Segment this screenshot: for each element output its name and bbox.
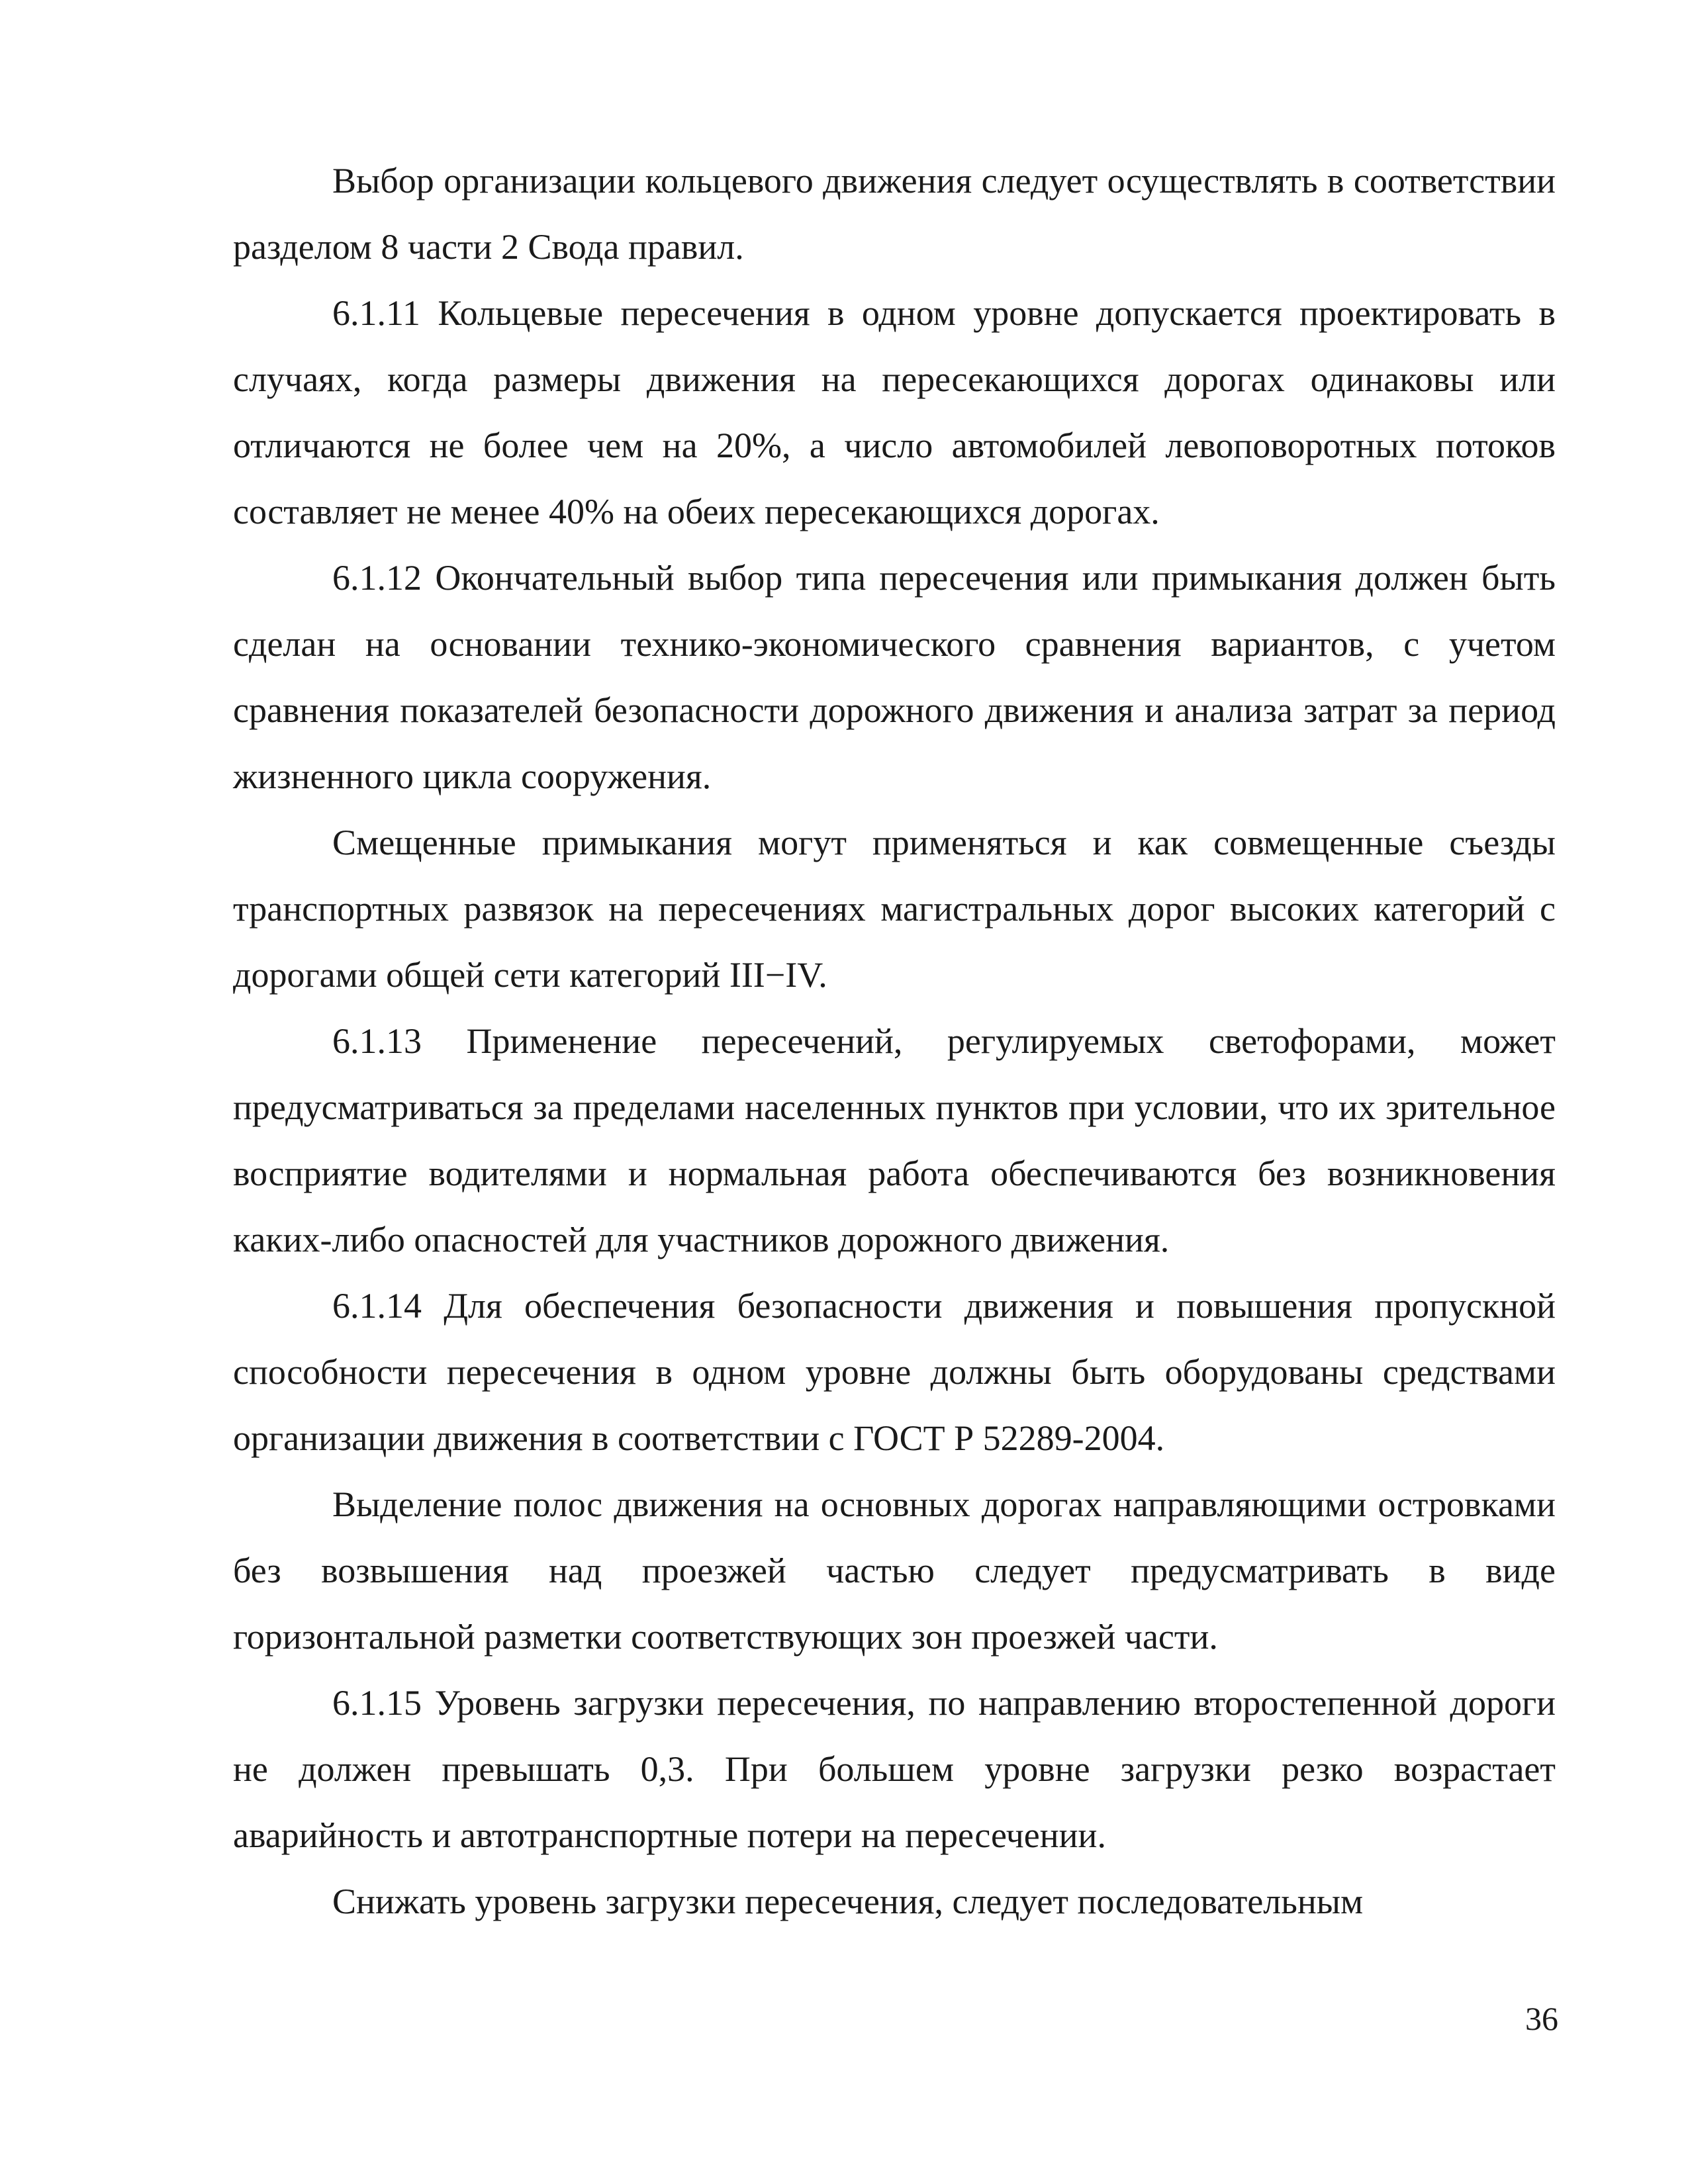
paragraph-6-1-15: 6.1.15 Уровень загрузки пересечения, по направлению второстепенной дороги не должен превышать 0,3. При большем уровне загрузки резко возрастает аварийность и автотранспортные потери на пересечении. bbox=[233, 1683, 1556, 1855]
paragraph-6-1-11: 6.1.11 Кольцевые пересечения в одном уровне допускается проектировать в случаях, когда размеры движения на пересекающихся дорогах одинаковы или отличаются не более чем на 20%, а число автомобилей левоповоротных потоков составляет не менее 40% на обеих пересекающихся дорогах. bbox=[233, 293, 1556, 531]
document-body bbox=[233, 148, 1556, 1934]
paragraph-6-1-14: 6.1.14 Для обеспечения безопасности движения и повышения пропускной способности пересечения в одном уровне должны быть оборудованы средствами организации движения в соответствии с ГОСТ Р 52289-2004. bbox=[233, 1286, 1556, 1458]
paragraph-lane-marking: Выделение полос движения на основных дорогах направляющими островками без возвышения над проезжей частью следует предусматривать в виде горизонтальной разметки соответствующих зон проезжей части. bbox=[233, 1484, 1556, 1657]
page-number: 36 bbox=[1525, 2000, 1558, 2037]
paragraph-6-1-13: 6.1.13 Применение пересечений, регулируемых светофорами, может предусматриваться за пределами населенных пунктов при условии, что их зрительное восприятие водителями и нормальная работа обеспечиваются без возникновения каких-либо опасностей для участников дорожного движения. bbox=[233, 1021, 1556, 1259]
paragraph-offset-junctions: Смещенные примыкания могут применяться и как совмещенные съезды транспортных развязок на пересечениях магистральных дорог высоких категорий с дорогами общей сети категорий III−IV. bbox=[233, 823, 1556, 995]
paragraph-roundabout-choice: Выбор организации кольцевого движения следует осуществлять в соответствии разделом 8 части 2 Свода правил. bbox=[233, 161, 1556, 267]
paragraph-load-reduction: Снижать уровень загрузки пересечения, следует последовательным bbox=[332, 1882, 1364, 1921]
paragraph-6-1-12: 6.1.12 Окончательный выбор типа пересечения или примыкания должен быть сделан на основании технико-экономического сравнения вариантов, с учетом сравнения показателей безопасности дорожного движения и анализа затрат за период жизненного цикла сооружения. bbox=[233, 558, 1556, 796]
